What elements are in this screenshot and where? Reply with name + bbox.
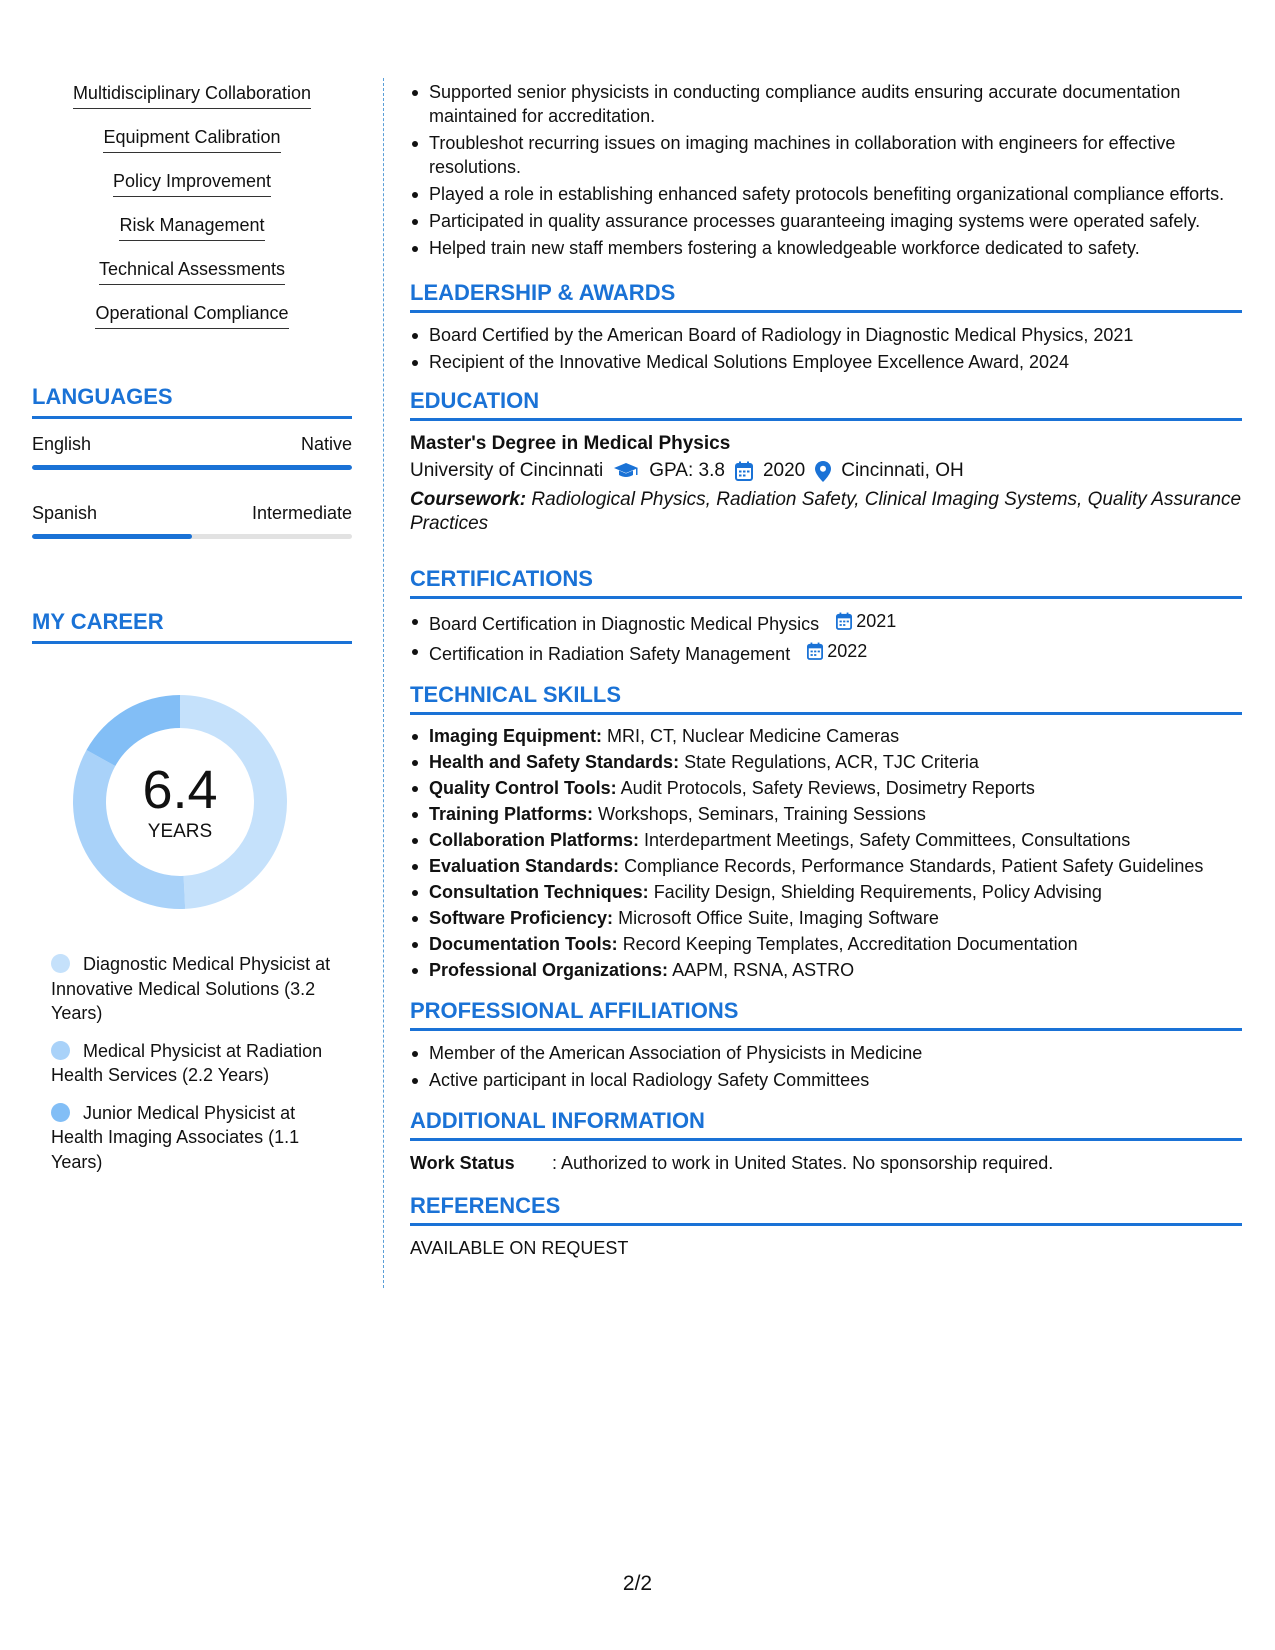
certification-name: Board Certification in Diagnostic Medical Physics: [429, 614, 820, 634]
list-item: Active participant in local Radiology Safety Committees: [410, 1068, 1242, 1092]
location-pin-icon: [815, 461, 831, 482]
list-item: Consultation Techniques: Facility Design, Shielding Requirements, Policy Advising: [410, 880, 1242, 904]
language-name: English: [32, 434, 92, 454]
education-details: [410, 457, 1242, 485]
skill-tag: Multidisciplinary Collaboration: [73, 82, 311, 109]
legend-dot-icon: [51, 954, 70, 973]
career-item-text: Medical Physicist at Radiation Health Services (2.2 Years): [51, 1040, 323, 1085]
list-item: [410, 609, 1242, 636]
education-school: University of Cincinnati: [410, 460, 604, 481]
education-heading: EDUCATION: [410, 388, 1242, 421]
calendar-icon: [735, 461, 753, 481]
career-legend-item: [51, 1101, 331, 1175]
career-legend-item: [51, 952, 331, 1026]
awards-section: [410, 280, 1242, 374]
language-bar: [32, 465, 352, 470]
career-section: [32, 609, 352, 1174]
list-item: Evaluation Standards: Compliance Records, Performance Standards, Patient Safety Guidelines: [410, 854, 1242, 878]
work-status-value: : Authorized to work in United States. No sponsorship required.: [552, 1153, 1054, 1173]
language-level: Intermediate: [251, 503, 352, 523]
languages-heading: LANGUAGES: [32, 384, 352, 419]
certification-name: Certification in Radiation Safety Management: [429, 644, 791, 664]
skill-tag: Technical Assessments: [99, 258, 285, 285]
list-item: Participated in quality assurance processes guaranteeing imaging systems were operated safely.: [410, 209, 1242, 233]
career-total-years: 6.4: [142, 760, 218, 820]
technical-skills-section: [410, 682, 1242, 982]
list-item: Troubleshot recurring issues on imaging machines in collaboration with engineers for effective resolutions.: [410, 131, 1242, 179]
language-item: [32, 502, 352, 539]
list-item: Supported senior physicists in conducting compliance audits ensuring accurate documentation maintained for accreditation.: [410, 80, 1242, 128]
career-item-text: Diagnostic Medical Physicist at Innovative Medical Solutions (3.2 Years): [51, 954, 331, 1023]
career-donut-chart: [66, 688, 294, 916]
references-section: [410, 1193, 1242, 1260]
technical-skills-heading: TECHNICAL SKILLS: [410, 682, 1242, 715]
certifications-section: [410, 566, 1242, 666]
references-text: AVAILABLE ON REQUEST: [410, 1238, 629, 1258]
calendar-icon: [836, 612, 852, 630]
left-column: [32, 82, 352, 1187]
coursework-label: Coursework:: [410, 489, 527, 510]
list-item: Professional Organizations: AAPM, RSNA, ASTRO: [410, 958, 1242, 982]
calendar-icon: [807, 642, 823, 660]
affiliations-heading: PROFESSIONAL AFFILIATIONS: [410, 998, 1242, 1031]
coursework-text: Radiological Physics, Radiation Safety, Clinical Imaging Systems, Quality Assurance Practices: [410, 489, 1242, 534]
references-heading: REFERENCES: [410, 1193, 1242, 1226]
education-section: [410, 388, 1242, 536]
list-item: Training Platforms: Workshops, Seminars, Training Sessions: [410, 802, 1242, 826]
right-column: [410, 80, 1242, 1260]
language-bar-fill: [32, 465, 352, 470]
legend-dot-icon: [51, 1103, 70, 1122]
languages-section: [32, 384, 352, 539]
education-year: 2020: [762, 460, 806, 481]
education-gpa: GPA: 3.8: [649, 460, 725, 481]
career-legend-item: [51, 1039, 331, 1088]
skill-tag: Risk Management: [119, 214, 264, 241]
skill-tag: Operational Compliance: [95, 302, 288, 329]
list-item: Health and Safety Standards: State Regulations, ACR, TJC Criteria: [410, 750, 1242, 774]
certifications-heading: CERTIFICATIONS: [410, 566, 1242, 599]
additional-info-heading: ADDITIONAL INFORMATION: [410, 1108, 1242, 1141]
list-item: Member of the American Association of Physicists in Medicine: [410, 1041, 1242, 1065]
additional-info-section: [410, 1108, 1242, 1175]
education-location: Cincinnati, OH: [841, 460, 964, 481]
list-item: Quality Control Tools: Audit Protocols, Safety Reviews, Dosimetry Reports: [410, 776, 1242, 800]
education-coursework: [410, 488, 1242, 536]
skill-tag: Policy Improvement: [113, 170, 271, 197]
graduation-cap-icon: [613, 462, 639, 480]
page-number: 2/2: [622, 1572, 653, 1595]
list-item: [410, 639, 1242, 666]
list-item: Played a role in establishing enhanced safety protocols benefiting organizational compliance efforts.: [410, 182, 1242, 206]
legend-dot-icon: [51, 1041, 70, 1060]
work-status-label: Work Status: [410, 1153, 515, 1173]
list-item: Recipient of the Innovative Medical Solutions Employee Excellence Award, 2024: [410, 350, 1242, 374]
list-item: Collaboration Platforms: Interdepartment Meetings, Safety Committees, Consultations: [410, 828, 1242, 852]
column-divider: [383, 78, 384, 1288]
work-status-row: [410, 1151, 1242, 1175]
language-name: Spanish: [32, 503, 98, 523]
skills-list: [32, 82, 352, 346]
career-unit: YEARS: [147, 821, 213, 842]
skill-tag: Equipment Calibration: [103, 126, 280, 153]
language-bar-fill: [32, 534, 192, 539]
awards-heading: LEADERSHIP & AWARDS: [410, 280, 1242, 313]
language-bar: [32, 534, 352, 539]
list-item: Board Certified by the American Board of Radiology in Diagnostic Medical Physics, 2021: [410, 323, 1242, 347]
list-item: Documentation Tools: Record Keeping Templates, Accreditation Documentation: [410, 932, 1242, 956]
certification-year: 2022: [827, 641, 868, 661]
list-item: Helped train new staff members fostering a knowledgeable workforce dedicated to safety.: [410, 236, 1242, 260]
list-item: Imaging Equipment: MRI, CT, Nuclear Medicine Cameras: [410, 724, 1242, 748]
education-degree: Master's Degree in Medical Physics: [410, 433, 731, 454]
career-heading: MY CAREER: [32, 609, 352, 644]
career-item-text: Junior Medical Physicist at Health Imaging Associates (1.1 Years): [51, 1102, 300, 1172]
list-item: Software Proficiency: Microsoft Office Suite, Imaging Software: [410, 906, 1242, 930]
certification-year: 2021: [856, 611, 897, 631]
language-item: [32, 433, 352, 470]
career-legend: [51, 952, 331, 1174]
experience-bullets: [410, 80, 1242, 260]
affiliations-section: [410, 998, 1242, 1092]
language-level: Native: [300, 434, 352, 454]
